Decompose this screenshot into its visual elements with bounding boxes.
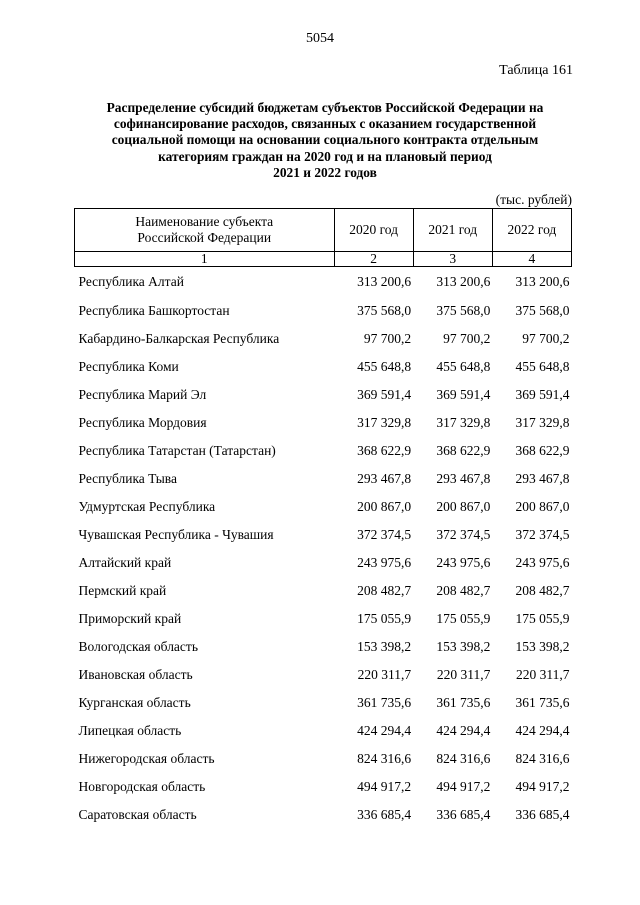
- value-2022-cell: 455 648,8: [515, 359, 570, 374]
- value-2022-cell: 200 867,0: [515, 499, 570, 514]
- value-2022-cell: 313 200,6: [515, 274, 570, 289]
- table-row: [75, 521, 572, 549]
- value-2022-cell: 220 311,7: [516, 667, 570, 682]
- value-2020-cell: 424 294,4: [357, 723, 412, 738]
- value-2021-cell: 293 467,8: [436, 471, 491, 486]
- value-2021-cell: 208 482,7: [436, 583, 491, 598]
- value-2022-cell: 336 685,4: [515, 807, 570, 822]
- table-row: [75, 689, 572, 717]
- value-2021-cell: 317 329,8: [436, 415, 491, 430]
- region-name-cell: Республика Татарстан (Татарстан): [78, 443, 276, 458]
- value-2020-cell: 208 482,7: [357, 583, 412, 598]
- value-2020-cell: 494 917,2: [357, 779, 412, 794]
- table-row: [75, 745, 572, 773]
- region-name-cell: Алтайский край: [78, 555, 172, 570]
- value-2020-cell: 372 374,5: [357, 527, 412, 542]
- value-2022-cell: 424 294,4: [515, 723, 570, 738]
- table-row: [75, 773, 572, 801]
- value-2020-cell: 220 311,7: [357, 667, 412, 682]
- document-title: [70, 100, 580, 181]
- region-name-cell: Ивановская область: [78, 667, 193, 682]
- table-row: [75, 801, 572, 829]
- region-name-cell: Удмуртская Республика: [78, 499, 216, 514]
- region-name-cell: Республика Мордовия: [78, 415, 207, 430]
- title-line: софинансирование расходов, связанных с оказанием государственной: [113, 116, 537, 132]
- value-2020-cell: 175 055,9: [357, 611, 412, 626]
- table-row: [75, 381, 572, 409]
- value-2022-cell: 372 374,5: [515, 527, 570, 542]
- value-2021-cell: 200 867,0: [436, 499, 491, 514]
- region-name-cell: Республика Башкортостан: [78, 303, 230, 318]
- region-name-cell: Приморский край: [78, 611, 182, 626]
- header-region-name: [75, 209, 335, 252]
- value-2020-cell: 369 591,4: [357, 387, 412, 402]
- table-row: [75, 267, 572, 298]
- table-row: [75, 493, 572, 521]
- column-number-row: [75, 252, 572, 267]
- table-row: [75, 549, 572, 577]
- table-row: [75, 717, 572, 745]
- value-2020-cell: 361 735,6: [357, 695, 412, 710]
- value-2020-cell: 97 700,2: [363, 331, 412, 346]
- table-body: [75, 267, 572, 830]
- value-2021-cell: 824 316,6: [436, 751, 491, 766]
- region-name-cell: Республика Коми: [78, 359, 179, 374]
- value-2021-cell: 375 568,0: [436, 303, 491, 318]
- value-2022-cell: 97 700,2: [522, 331, 570, 346]
- header-region-line: Наименование субъекта: [135, 214, 274, 229]
- table-row: [75, 633, 572, 661]
- table-row: [75, 353, 572, 381]
- value-2020-cell: 336 685,4: [357, 807, 412, 822]
- table-row: [75, 465, 572, 493]
- title-line: 2021 и 2022 годов: [273, 164, 377, 180]
- region-name-cell: Вологодская область: [78, 639, 198, 654]
- header-2020: 2020 год: [334, 209, 413, 252]
- region-name-cell: Республика Тыва: [78, 471, 177, 486]
- table-label: Таблица 161: [499, 63, 573, 78]
- value-2021-cell: 494 917,2: [436, 779, 491, 794]
- region-name-cell: Кабардино-Балкарская Республика: [78, 331, 280, 346]
- value-2022-cell: 243 975,6: [515, 555, 570, 570]
- value-2022-cell: 175 055,9: [515, 611, 570, 626]
- header-region-line: Российской Федерации: [137, 230, 272, 245]
- value-2020-cell: 200 867,0: [357, 499, 412, 514]
- value-2022-cell: 317 329,8: [515, 415, 570, 430]
- value-2021-cell: 368 622,9: [436, 443, 491, 458]
- page-number: 5054: [306, 31, 334, 46]
- region-name-cell: Чувашская Республика - Чувашия: [78, 527, 274, 542]
- table-row: [75, 605, 572, 633]
- value-2022-cell: 375 568,0: [515, 303, 570, 318]
- value-2021-cell: 455 648,8: [436, 359, 491, 374]
- title-line: социальной помощи на основании социального контракта отдельным: [111, 132, 539, 148]
- title-line: категориям граждан на 2020 год и на плановый период: [158, 148, 492, 164]
- header-row: [75, 209, 572, 252]
- value-2021-cell: 243 975,6: [436, 555, 491, 570]
- region-name-cell: Новгородская область: [78, 779, 206, 794]
- table-row: [75, 577, 572, 605]
- value-2021-cell: 369 591,4: [436, 387, 491, 402]
- value-2022-cell: 293 467,8: [515, 471, 570, 486]
- region-name-cell: Пермский край: [78, 583, 167, 598]
- value-2020-cell: 317 329,8: [357, 415, 412, 430]
- region-name-cell: Нижегородская область: [78, 751, 215, 766]
- title-line: Распределение субсидий бюджетам субъектов Российской Федерации на: [106, 100, 544, 115]
- value-2021-cell: 313 200,6: [436, 274, 491, 289]
- region-name-cell: Республика Алтай: [78, 274, 184, 289]
- value-2020-cell: 153 398,2: [357, 639, 412, 654]
- header-2021: 2021 год: [413, 209, 492, 252]
- value-2022-cell: 153 398,2: [515, 639, 570, 654]
- value-2021-cell: 424 294,4: [436, 723, 491, 738]
- value-2022-cell: 208 482,7: [515, 583, 570, 598]
- value-2021-cell: 361 735,6: [436, 695, 491, 710]
- value-2022-cell: 368 622,9: [515, 443, 570, 458]
- value-2022-cell: 369 591,4: [515, 387, 570, 402]
- region-name-cell: Саратовская область: [78, 807, 197, 822]
- column-number: 2: [334, 252, 413, 267]
- value-2020-cell: 375 568,0: [357, 303, 412, 318]
- value-2020-cell: 293 467,8: [357, 471, 412, 486]
- table-row: [75, 297, 572, 325]
- column-number: 1: [75, 252, 335, 267]
- value-2022-cell: 361 735,6: [515, 695, 570, 710]
- value-2021-cell: 372 374,5: [436, 527, 491, 542]
- header-2022: 2022 год: [492, 209, 571, 252]
- table-row: [75, 437, 572, 465]
- value-2021-cell: 97 700,2: [443, 331, 491, 346]
- unit-label: (тыс. рублей): [495, 192, 572, 207]
- value-2020-cell: 455 648,8: [357, 359, 412, 374]
- value-2020-cell: 243 975,6: [357, 555, 412, 570]
- value-2020-cell: 824 316,6: [357, 751, 412, 766]
- region-name-cell: Курганская область: [78, 695, 191, 710]
- column-number: 3: [413, 252, 492, 267]
- subsidy-table: [74, 208, 572, 829]
- value-2021-cell: 220 311,7: [436, 667, 491, 682]
- column-number: 4: [492, 252, 571, 267]
- value-2021-cell: 175 055,9: [436, 611, 491, 626]
- table-row: [75, 409, 572, 437]
- value-2022-cell: 824 316,6: [515, 751, 570, 766]
- value-2021-cell: 336 685,4: [436, 807, 491, 822]
- value-2022-cell: 494 917,2: [515, 779, 570, 794]
- value-2020-cell: 368 622,9: [357, 443, 412, 458]
- value-2021-cell: 153 398,2: [436, 639, 491, 654]
- region-name-cell: Липецкая область: [78, 723, 182, 738]
- table-row: [75, 325, 572, 353]
- region-name-cell: Республика Марий Эл: [78, 387, 207, 402]
- value-2020-cell: 313 200,6: [357, 274, 412, 289]
- table-row: [75, 661, 572, 689]
